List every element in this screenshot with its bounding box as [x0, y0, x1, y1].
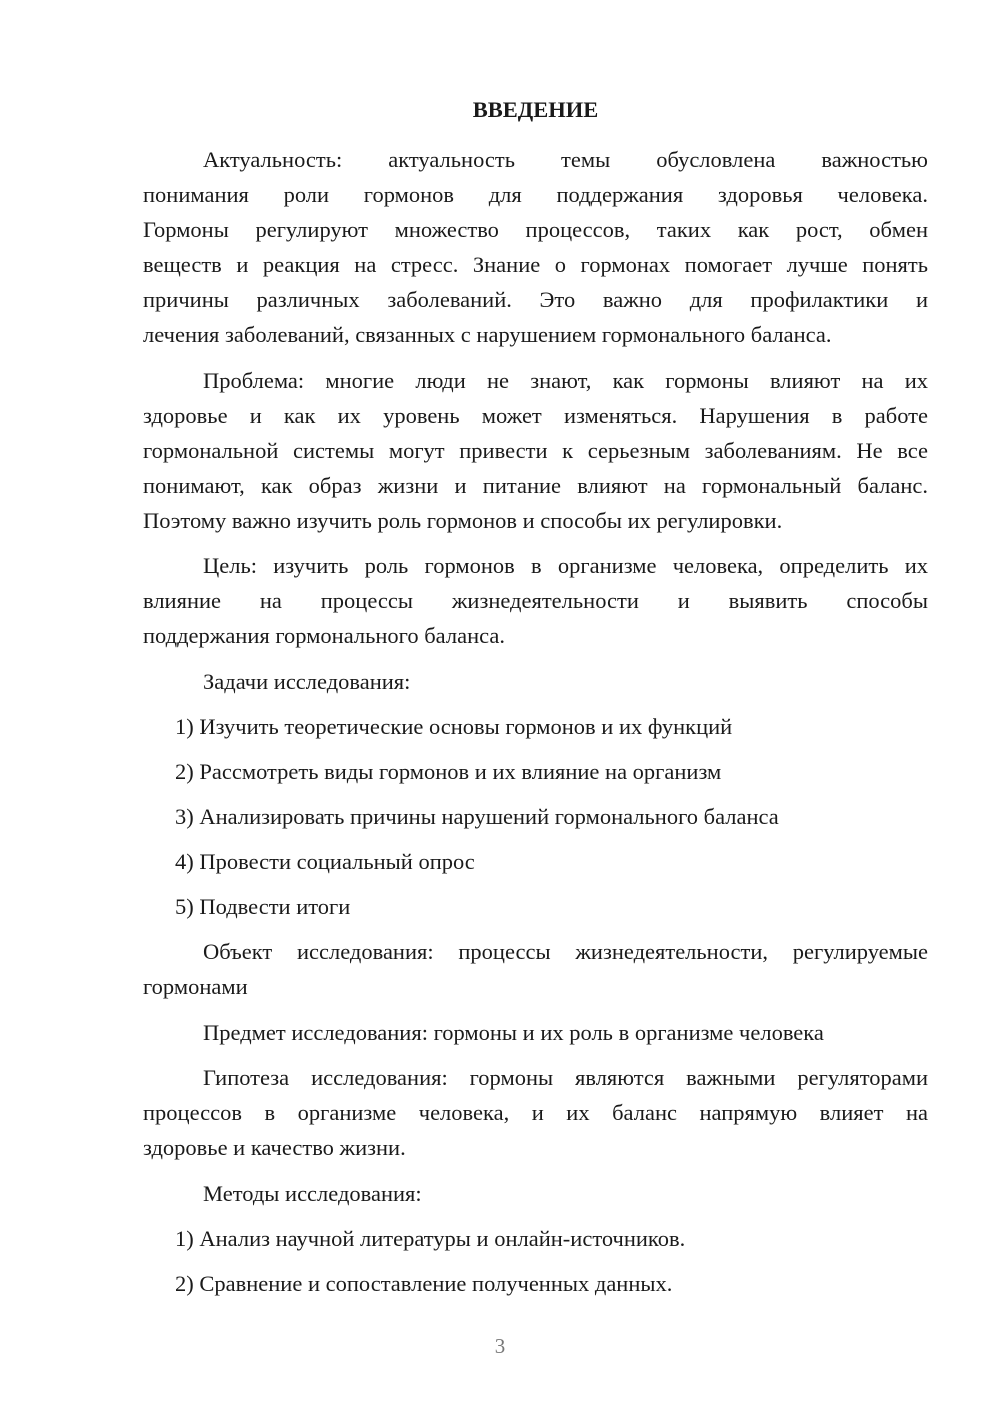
text-line: 2) Рассмотреть виды гормонов и их влияние на организм [175, 759, 722, 784]
hypothesis-paragraph [143, 1060, 928, 1165]
text-line: Актуальность: актуальность темы обусловлена важностью [203, 147, 928, 172]
text-line: гормональной системы могут привести к серьезным заболеваниям. Не все [143, 437, 928, 463]
method-item [143, 1221, 928, 1256]
text-line: 5) Подвести итоги [175, 894, 351, 919]
document-body [143, 92, 928, 1311]
text-line: Предмет исследования: гормоны и их роль в организме человека [203, 1019, 824, 1045]
text-line: веществ и реакция на стресс. Знание о гормонах помогает лучше понять [143, 252, 928, 277]
page-title: ВВЕДЕНИЕ [472, 97, 599, 122]
text-line: лечения заболеваний, связанных с нарушением гормонального баланса. [143, 322, 832, 347]
text-line: влияние на процессы жизнедеятельности и выявить способы [143, 588, 928, 613]
text-line: 2) Сравнение и сопоставление полученных данных. [175, 1271, 673, 1296]
task-item [143, 709, 928, 744]
text-line: Задачи исследования: [203, 668, 411, 694]
problem-paragraph [143, 363, 928, 538]
method-item [143, 1266, 928, 1301]
text-line: 4) Провести социальный опрос [175, 849, 475, 874]
goal-paragraph [143, 548, 928, 653]
text-line: процессов в организме человека, и их баланс напрямую влияет на [143, 1100, 928, 1125]
text-line: Гипотеза исследования: гормоны являются важными регуляторами [203, 1065, 928, 1090]
methods-heading [143, 1176, 928, 1211]
task-item [143, 844, 928, 879]
page-number: 3 [494, 1334, 506, 1358]
blocks-container [143, 142, 928, 1301]
text-line: Поэтому важно изучить роль гормонов и способы их регулировки. [143, 507, 783, 533]
text-line: понимают, как образ жизни и питание влияют на гормональный баланс. [143, 472, 928, 498]
text-line: Методы исследования: [203, 1180, 422, 1206]
tasks-heading [143, 664, 928, 699]
task-item [143, 754, 928, 789]
subject-paragraph [143, 1015, 928, 1050]
text-line: здоровье и качество жизни. [143, 1135, 406, 1160]
text-line: понимания роли гормонов для поддержания здоровья человека. [143, 182, 928, 207]
text-line: 3) Анализировать причины нарушений гормонального баланса [175, 804, 779, 829]
task-item [143, 889, 928, 924]
text-line: поддержания гормонального баланса. [143, 623, 505, 648]
text-line: гормонами [143, 974, 248, 999]
object-paragraph [143, 934, 928, 1004]
text-line: Проблема: многие люди не знают, как гормоны влияют на их [203, 367, 928, 393]
text-line: 1) Изучить теоретические основы гормонов и их функций [175, 714, 733, 739]
text-line: причины различных заболеваний. Это важно для профилактики и [143, 287, 928, 312]
text-line: здоровье и как их уровень может изменяться. Нарушения в работе [143, 402, 928, 428]
text-line: Гормоны регулируют множество процессов, таких как рост, обмен [143, 217, 928, 242]
text-line: Объект исследования: процессы жизнедеятельности, регулируемые [203, 939, 928, 964]
task-item [143, 799, 928, 834]
text-line: Цель: изучить роль гормонов в организме человека, определить их [203, 553, 928, 578]
text-line: 1) Анализ научной литературы и онлайн-источников. [175, 1226, 686, 1251]
relevance-paragraph [143, 142, 928, 352]
